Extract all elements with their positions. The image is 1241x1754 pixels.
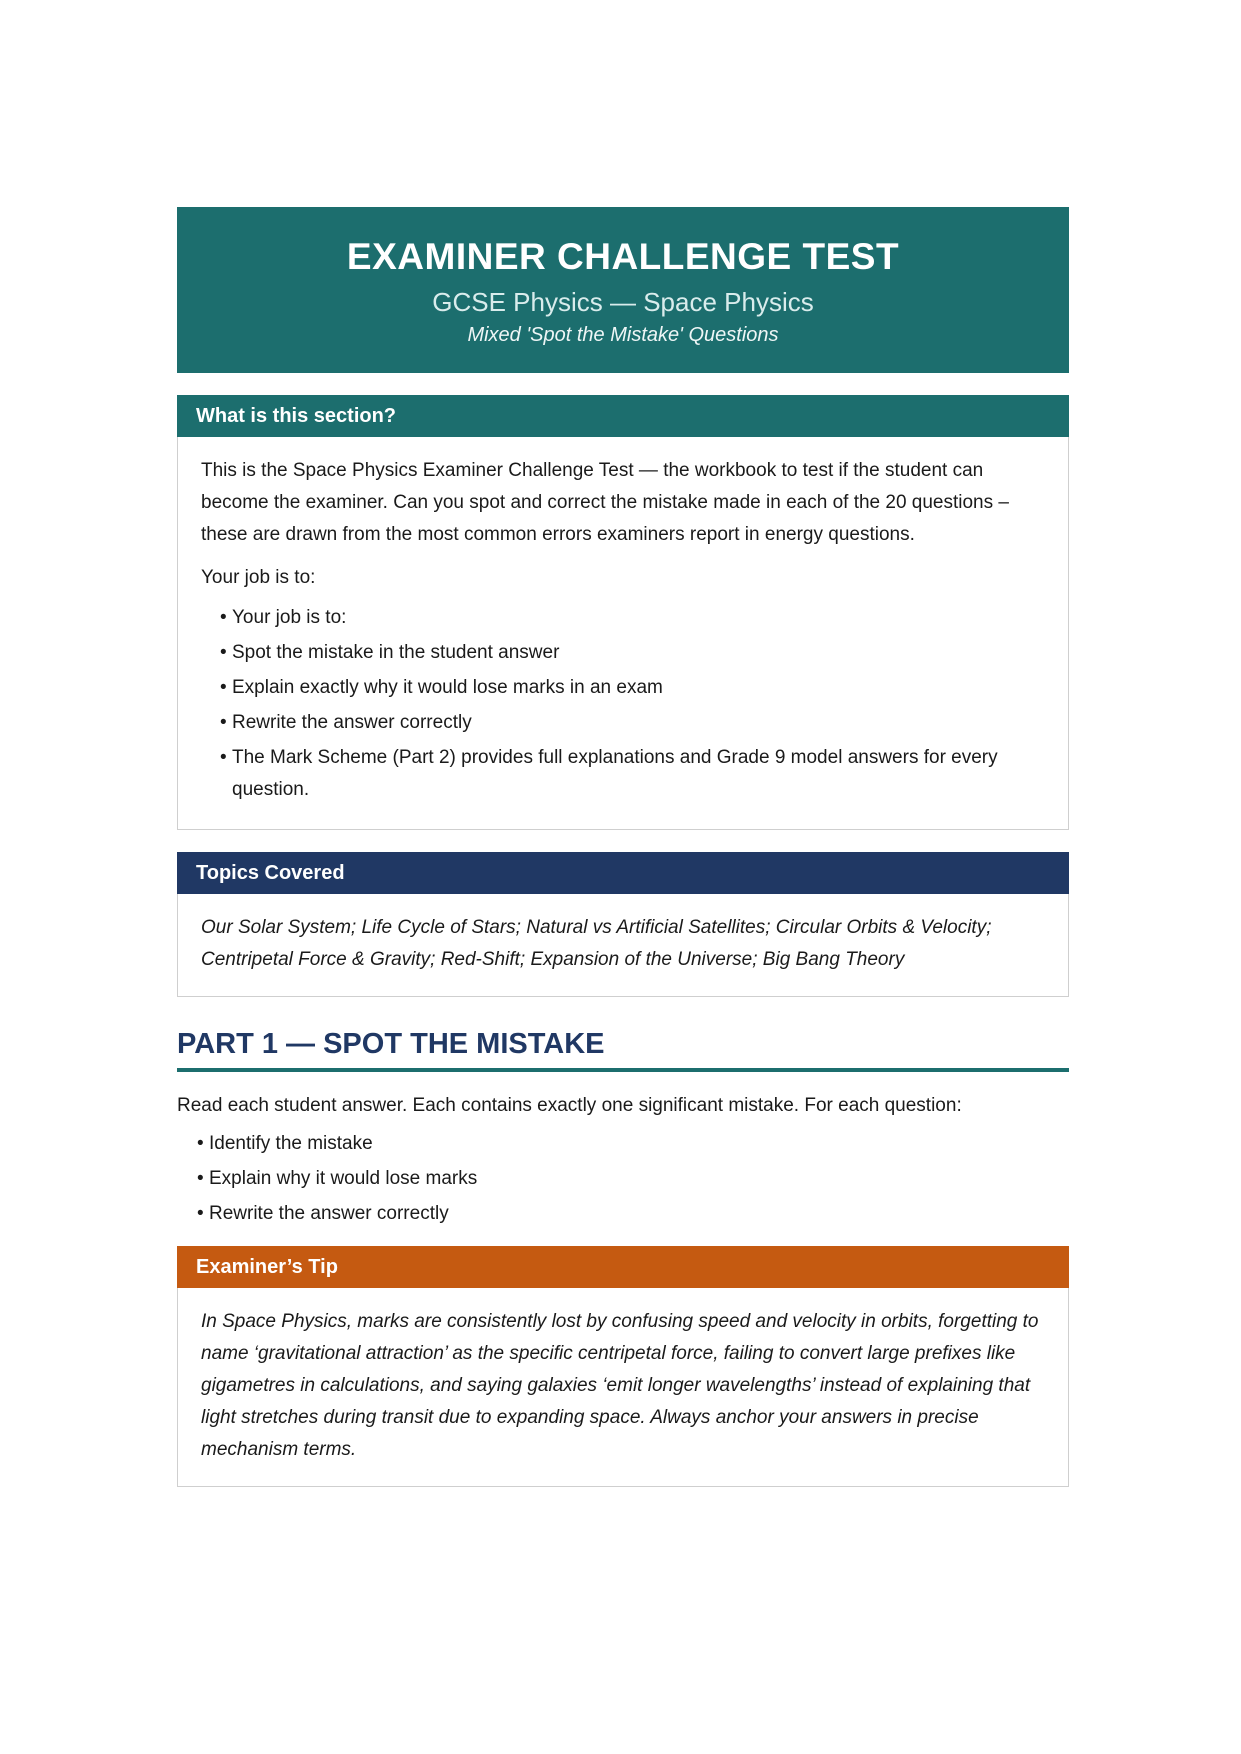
list-item: • Rewrite the answer correctly: [220, 707, 1045, 739]
section-info-card: [177, 395, 1069, 830]
document-subtitle: GCSE Physics — Space Physics: [432, 287, 814, 317]
title-banner: [177, 207, 1069, 373]
part1-intro: Read each student answer. Each contains exactly one significant mistake. For each question:: [177, 1095, 962, 1116]
topics-card: [177, 852, 1069, 997]
job-label: Your job is to:: [201, 567, 316, 588]
document-tagline: Mixed 'Spot the Mistake' Questions: [467, 324, 779, 346]
examiner-tip-card: [177, 1246, 1069, 1487]
list-item: • Rewrite the answer correctly: [197, 1198, 1069, 1230]
worksheet-page: [177, 207, 1069, 1487]
topics-text: Our Solar System; Life Cycle of Stars; Natural vs Artificial Satellites; Circular Orbits & Velocity; Centripetal Force & Gravity; Red-Shift; Expansion of the Universe; Big Bang Theory: [201, 917, 992, 970]
part1-list: [177, 1128, 1069, 1230]
topics-body: [177, 894, 1069, 997]
job-list: [201, 602, 1045, 806]
list-item: • Explain why it would lose marks: [197, 1163, 1069, 1195]
list-item: • Spot the mistake in the student answer: [220, 637, 1045, 669]
part1-heading: PART 1 — SPOT THE MISTAKE: [177, 1026, 1069, 1072]
document-title: EXAMINER CHALLENGE TEST: [346, 236, 900, 277]
section-info-body: [177, 437, 1069, 830]
examiner-tip-text: In Space Physics, marks are consistently lost by confusing speed and velocity in orbits, forgetting to name ‘gravitational attraction’ as the specific centripetal force, failing to convert large prefixes like gigametres in calculations, and saying galaxies ‘emit longer wavelengths’ instead of explaining that light stretches during transit due to expanding space. Always anchor your answers in precise mechanism terms.: [201, 1311, 1039, 1460]
examiner-tip-header: Examiner’s Tip: [177, 1246, 1069, 1288]
examiner-tip-body: [177, 1288, 1069, 1487]
list-item: • Your job is to:: [220, 602, 1045, 634]
list-item: • Explain exactly why it would lose marks in an exam: [220, 672, 1045, 704]
section-info-header: What is this section?: [177, 395, 1069, 437]
topics-header: Topics Covered: [177, 852, 1069, 894]
list-item: • Identify the mistake: [197, 1128, 1069, 1160]
list-item: • The Mark Scheme (Part 2) provides full explanations and Grade 9 model answers for every question.: [220, 742, 1045, 806]
section-info-intro: This is the Space Physics Examiner Challenge Test — the workbook to test if the student can become the examiner. Can you spot and correct the mistake made in each of the 20 questions – these are drawn from the most common errors examiners report in energy questions.: [201, 460, 1009, 545]
